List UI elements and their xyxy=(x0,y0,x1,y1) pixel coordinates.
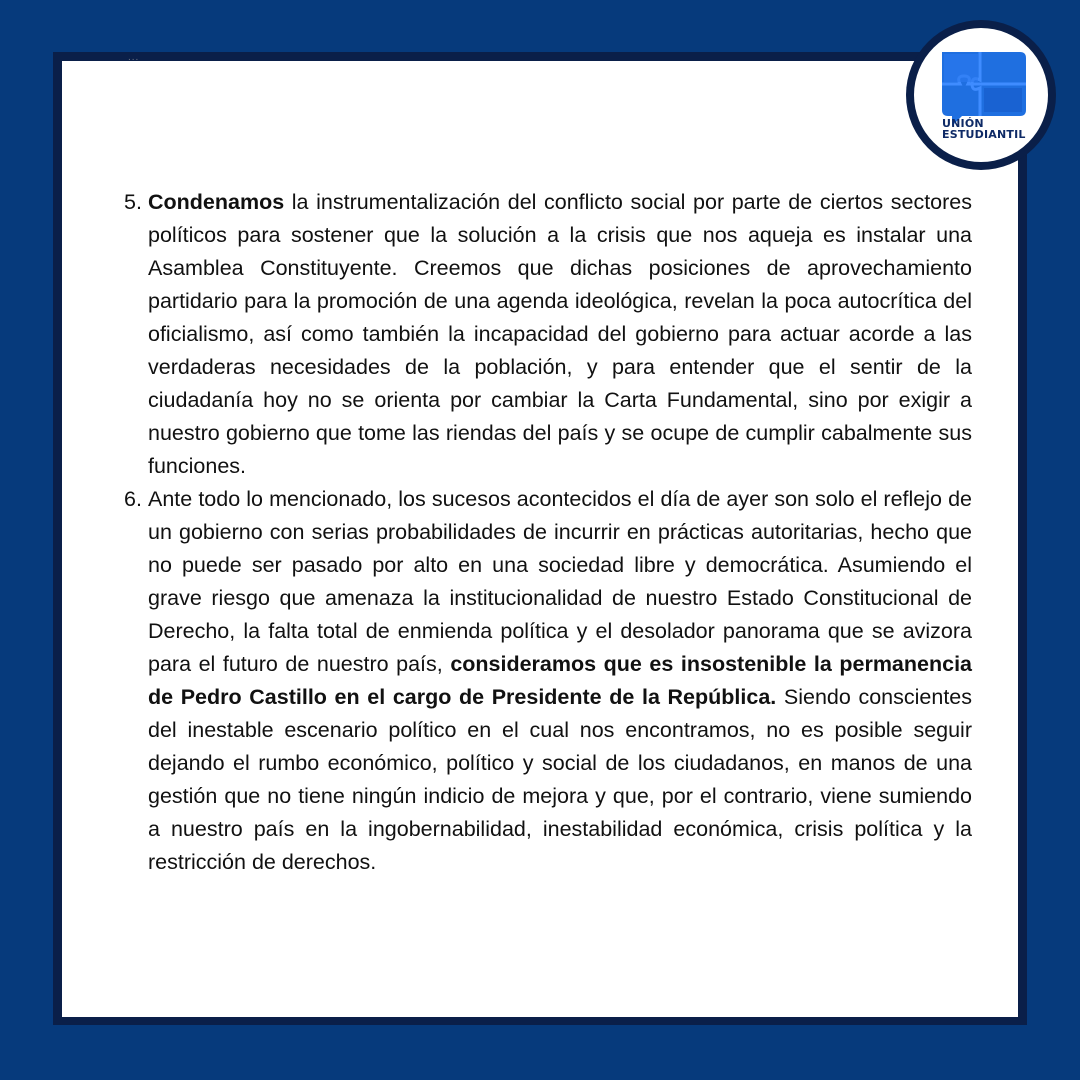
logo-line-1: UNIÓN xyxy=(942,117,984,130)
item-number: 5. xyxy=(124,190,142,214)
item-text: la instrumentalización del conflicto social por parte de ciertos sectores políticos para sostener que la solución a la crisis que nos aqueja es instalar una Asamblea Constituyente. Creemos que dichas posiciones de aprovechamiento partidario para la promoción de una agenda ideológica, revelan la poca autocrítica del oficialismo, así como también la incapacidad del gobierno para actuar acorde a las verdaderas necesidades de la población, y para entender que el sentir de la ciudadanía hoy no se orienta por cambiar la Carta Fundamental, sino por exigir a nuestro gobierno que tome las riendas del país y se ocupe de cumplir cabalmente sus funciones. xyxy=(148,190,972,478)
list-item-6 xyxy=(124,483,972,879)
logo xyxy=(914,28,1048,162)
item-text-after: Siendo conscientes del inestable escenario político en el cual nos encontramos, no es posible seguir dejando el rumbo económico, político y social de los ciudadanos, en manos de una gestión que no tiene ningún indicio de mejora y que, por el contrario, viene sumiendo a nuestro país en la ingobernabilidad, inestabilidad económica, crisis política y la restricción de derechos. xyxy=(148,685,972,874)
statement-list xyxy=(124,186,972,879)
puzzle-speech-bubble-icon xyxy=(914,28,1048,162)
item-number: 6. xyxy=(124,487,142,511)
item-lead-bold: Condenamos xyxy=(148,190,285,214)
logo-line-2: ESTUDIANTIL xyxy=(942,128,1026,141)
logo-wordmark xyxy=(942,118,1026,140)
list-item-5 xyxy=(124,186,972,483)
page-crumb: ... xyxy=(128,52,140,63)
item-bold-statement: consideramos que es insostenible la permanencia de Pedro Castillo en el cargo de Presidente de la República. xyxy=(148,652,973,709)
item-text-before: Ante todo lo mencionado, los sucesos acontecidos el día de ayer son solo el reflejo de un gobierno con serias probabilidades de incurrir en prácticas autoritarias, hecho que no puede ser pasado por alto en una sociedad libre y democrática. Asumiendo el grave riesgo que amenaza la institucionalidad de nuestro Estado Constitucional de Derecho, la falta total de enmienda política y el desolador panorama que se avizora para el futuro de nuestro país, xyxy=(148,487,972,676)
